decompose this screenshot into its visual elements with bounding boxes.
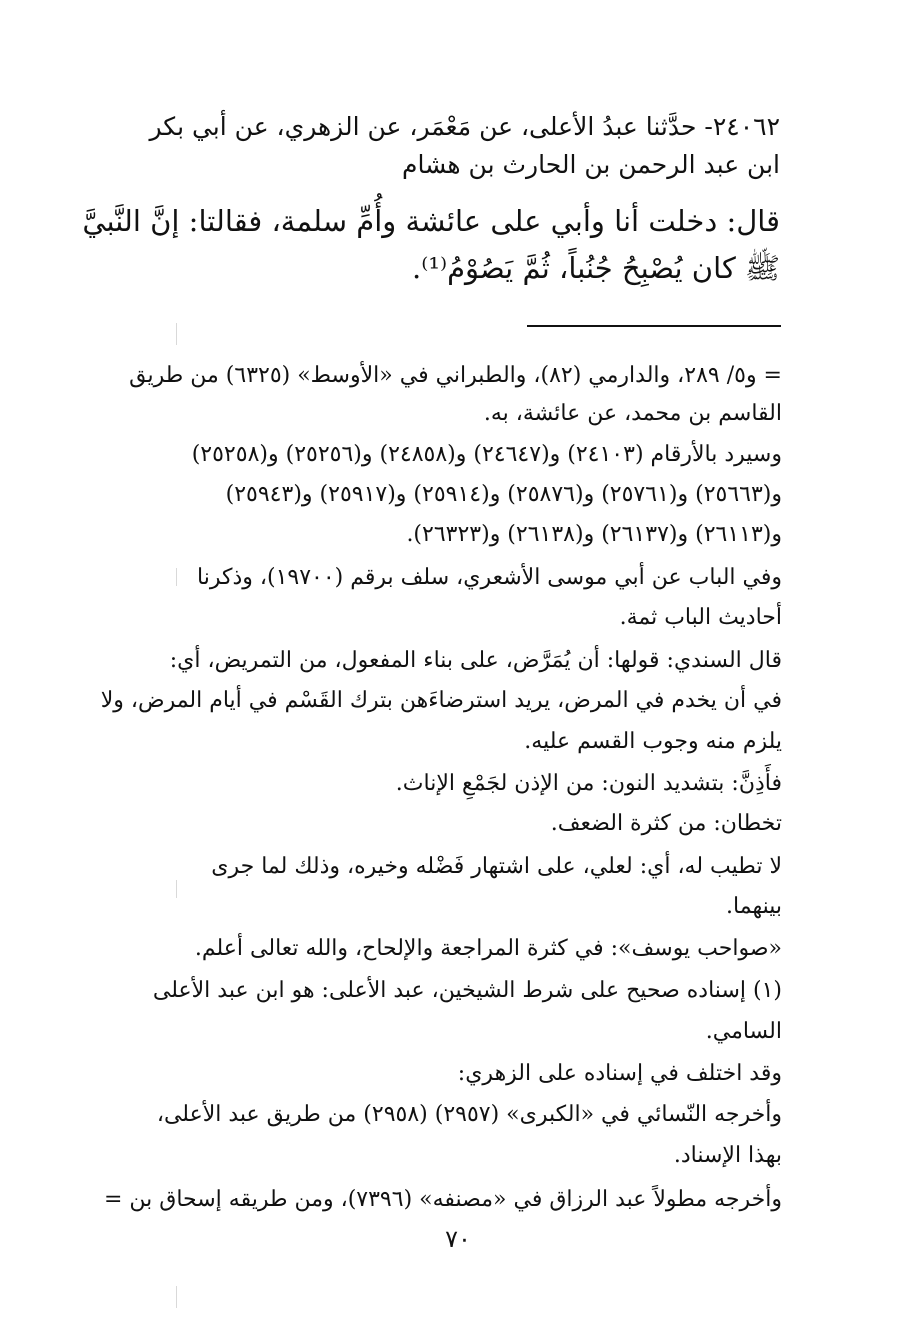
hadith-matn-line-2: ﷺ كان يُصْبِحُ جُنُباً، ثُمَّ يَصُوْمُ⁽¹⁾. bbox=[411, 251, 780, 285]
hadith-isnad-line-2: ابن عبد الرحمن بن الحارث بن هشام bbox=[402, 150, 780, 179]
hadith-isnad-line-1: ٢٤٠٦٢- حدَّثنا عبدُ الأعلى، عن مَعْمَر، عن الزهري، عن أبي بكر bbox=[149, 112, 780, 141]
footnote-line: السامي. bbox=[705, 1019, 782, 1044]
footnote-line: القاسم بن محمد، عن عائشة، به. bbox=[483, 401, 782, 426]
footnote-line: يلزم منه وجوب القسم عليه. bbox=[524, 729, 782, 754]
footnote-line: قال السندي: قولها: أن يُمَرَّض، على بناء المفعول، من التمريض، أي: bbox=[169, 648, 782, 673]
footnote-line: و(٢٦١١٣) و(٢٦١٣٧) و(٢٦١٣٨) و(٢٦٣٢٣). bbox=[406, 522, 782, 547]
footnote-line: وسيرد بالأرقام (٢٤١٠٣) و(٢٤٦٤٧) و(٢٤٨٥٨) و(٢٥٢٥٦) و(٢٥٢٥٨) bbox=[191, 442, 782, 467]
footnote-line: أحاديث الباب ثمة. bbox=[619, 605, 782, 630]
footnote-line: «صواحب يوسف»: في كثرة المراجعة والإلحاح، والله تعالى أعلم. bbox=[194, 936, 782, 961]
hadith-matn-line-1: قال: دخلت أنا وأبي على عائشة وأُمِّ سلمة، فقالتا: إنَّ النَّبيَّ bbox=[82, 204, 780, 238]
footnote-line: (١) إسناده صحيح على شرط الشيخين، عبد الأعلى: هو ابن عبد الأعلى bbox=[152, 978, 782, 1003]
footnote-line: و(٢٥٦٦٣) و(٢٥٧٦١) و(٢٥٨٧٦) و(٢٥٩١٤) و(٢٥٩١٧) و(٢٥٩٤٣) bbox=[225, 482, 782, 507]
footnote-divider bbox=[527, 325, 781, 327]
footnote-line: وأخرجه النّسائي في «الكبرى» (٢٩٥٧) (٢٩٥٨) من طريق عبد الأعلى، bbox=[156, 1102, 782, 1127]
footnote-line: وقد اختلف في إسناده على الزهري: bbox=[457, 1061, 782, 1086]
scan-mark bbox=[176, 880, 177, 898]
footnote-line: لا تطيب له، أي: لعلي، على اشتهار فَضْله وخيره، وذلك لما جرى bbox=[211, 854, 782, 879]
footnote-line: وأخرجه مطولاً عبد الرزاق في «مصنفه» (٧٣٩٦)، ومن طريقه إسحاق بن = bbox=[103, 1187, 782, 1212]
scan-mark bbox=[176, 1286, 177, 1308]
footnote-line: = و٥/ ٢٨٩، والدارمي (٨٢)، والطبراني في «الأوسط» (٦٣٢٥) من طريق bbox=[129, 363, 782, 388]
footnote-line: بهذا الإسناد. bbox=[673, 1143, 782, 1168]
scan-mark bbox=[176, 323, 177, 345]
footnote-line: تخطان: من كثرة الضعف. bbox=[550, 811, 782, 836]
page-number: ٧٠ bbox=[445, 1225, 471, 1253]
footnote-line: وفي الباب عن أبي موسى الأشعري، سلف برقم (١٩٧٠٠)، وذكرنا bbox=[197, 565, 782, 590]
footnote-line: بينهما. bbox=[726, 894, 782, 919]
footnote-line: فأَذِنَّ: بتشديد النون: من الإذن لجَمْعِ الإناث. bbox=[395, 771, 782, 796]
footnote-line: في أن يخدم في المرض، يريد استرضاءَهن بترك القَسْم في أيام المرض، ولا bbox=[100, 688, 782, 713]
scan-mark bbox=[176, 568, 177, 586]
